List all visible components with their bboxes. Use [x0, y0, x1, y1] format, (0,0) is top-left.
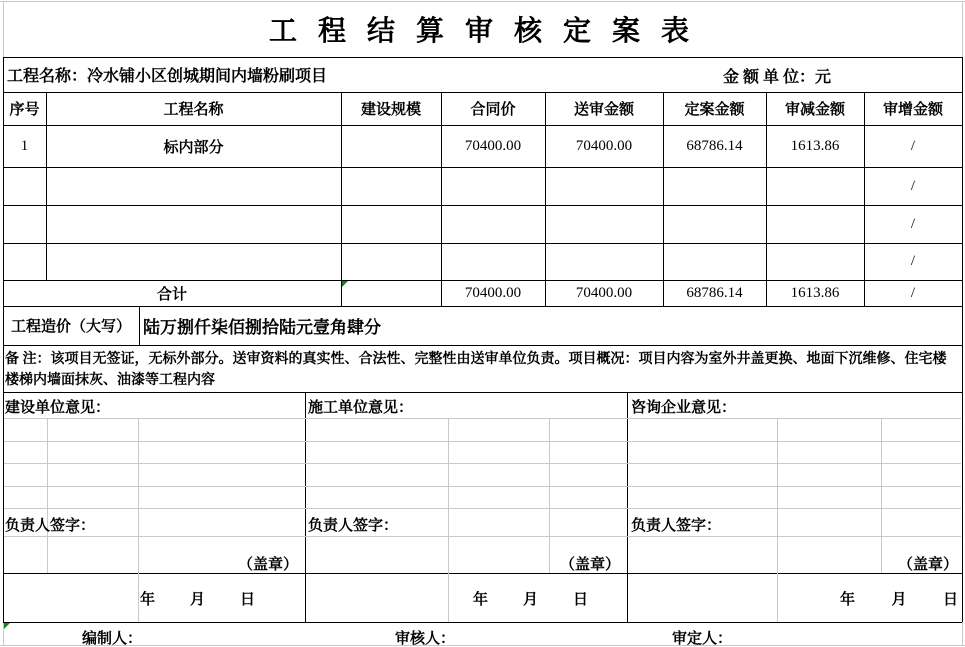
- col-header-scale: 建设规模: [360, 102, 421, 118]
- date-day: 日: [239, 592, 255, 608]
- date-month: 月: [189, 592, 205, 608]
- rule-below-title: [3, 57, 962, 58]
- date-day: 日: [572, 592, 588, 608]
- total-reduced: 1613.86: [790, 284, 840, 301]
- opinion-gridline-h4: [4, 486, 961, 487]
- cell-submitted: 70400.00: [575, 137, 633, 154]
- date-year: 年: [140, 592, 156, 608]
- cell-seq: 1: [20, 137, 29, 154]
- amount-unit-label: 金 额 单 位：元: [723, 69, 832, 86]
- row-line-2: [3, 167, 962, 168]
- sheet-right-gridline-bottom: [962, 622, 963, 645]
- opinion-gridline-h3: [4, 463, 961, 464]
- seal-label: （盖章）: [559, 557, 620, 573]
- cell-reduced: 1613.86: [790, 137, 840, 154]
- section-title-contractor-unit: 施工单位意见：: [308, 400, 414, 416]
- seal-label: （盖章）: [237, 557, 298, 573]
- sign-label: 负责人签字：: [5, 518, 96, 534]
- sign-label: 负责人签字：: [631, 518, 722, 534]
- opinion-gridline-h6: [4, 536, 961, 537]
- row-line-4: [3, 243, 962, 244]
- opinion-gridline-v2: [138, 418, 139, 622]
- note-text: 备 注：该项目无签证，无标外部分。送审资料的真实性、合法性、完整性由送审单位负责。项目概况：项目内容为室外井盖更换、地面下沉维修、住宅楼楼梯内墙面抹灰、油漆等工程内容: [5, 352, 947, 388]
- footer-maker-label: 编制人：: [82, 631, 143, 647]
- opinion-gridline-h1: [4, 418, 961, 419]
- col-header-reduced: 审减金额: [784, 102, 845, 118]
- section-title-construction-unit: 建设单位意见：: [5, 400, 111, 416]
- date-day: 日: [942, 592, 958, 608]
- opinion-gridline-v4: [549, 418, 550, 573]
- row-line-date-top: [3, 573, 962, 574]
- date-month: 月: [522, 592, 538, 608]
- cell-increased-empty: /: [910, 253, 916, 269]
- opinion-gridline-v1: [47, 418, 48, 573]
- date-row: [840, 588, 958, 609]
- col-header-submitted: 送审金额: [573, 102, 634, 118]
- sign-label: 负责人签字：: [308, 518, 399, 534]
- footer-approver-label: 审定人：: [672, 631, 733, 647]
- amount-words-label: 工程造价（大写）: [10, 319, 131, 335]
- total-contract: 70400.00: [464, 284, 522, 301]
- date-row: [140, 588, 255, 609]
- date-month: 月: [891, 592, 907, 608]
- words-label-divider: [139, 306, 140, 345]
- opinion-gridline-v5: [777, 418, 778, 622]
- table-right-border: [962, 57, 963, 622]
- opinion-gridline-h5: [4, 508, 961, 509]
- table-bottom-border: [3, 622, 962, 623]
- col-header-increased: 审增金额: [882, 102, 943, 118]
- cell-name: 标内部分: [163, 139, 224, 156]
- total-row-label: 合计: [156, 286, 187, 303]
- section-divider-2: [627, 392, 628, 622]
- cell-finalized: 68786.14: [686, 137, 743, 154]
- col-header-finalized: 定案金额: [684, 102, 745, 118]
- total-finalized: 68786.14: [686, 284, 743, 301]
- date-year: 年: [840, 592, 856, 608]
- cell-error-marker-icon: [4, 623, 10, 629]
- col-header-name: 工程名称: [163, 102, 224, 118]
- sheet-top-gridline: [0, 1, 965, 2]
- row-line-opinions-top: [3, 392, 962, 393]
- cell-increased: /: [910, 137, 916, 154]
- footer-reviewer-label: 审核人：: [395, 631, 456, 647]
- col-header-contract: 合同价: [470, 102, 516, 118]
- total-increased: /: [910, 284, 916, 301]
- row-line-3: [3, 205, 962, 206]
- opinion-gridline-v6: [881, 418, 882, 573]
- seal-label: （盖章）: [897, 557, 958, 573]
- cell-contract: 70400.00: [464, 137, 522, 154]
- section-divider-1: [305, 392, 306, 622]
- total-submitted: 70400.00: [575, 284, 633, 301]
- col-header-seq: 序号: [9, 102, 40, 118]
- cell-error-marker-icon: [342, 281, 348, 287]
- opinion-gridline-h2: [4, 441, 961, 442]
- page-title: 工 程 结 算 审 核 定 案 表: [268, 16, 696, 47]
- cell-increased-empty: /: [910, 177, 916, 194]
- date-row: [473, 588, 588, 609]
- opinion-gridline-v3: [448, 418, 449, 622]
- date-year: 年: [473, 592, 489, 608]
- cell-increased-empty: /: [910, 215, 916, 232]
- amount-words-value: 陆万捌仟柒佰捌拾陆元壹角肆分: [143, 318, 381, 337]
- row-line-note-top: [3, 345, 962, 346]
- project-name-label: 工程名称：冷水铺小区创城期间内墙粉刷项目: [7, 68, 328, 85]
- sheet-bottom-gridline: [0, 645, 965, 646]
- section-title-consulting-firm: 咨询企业意见：: [631, 400, 737, 416]
